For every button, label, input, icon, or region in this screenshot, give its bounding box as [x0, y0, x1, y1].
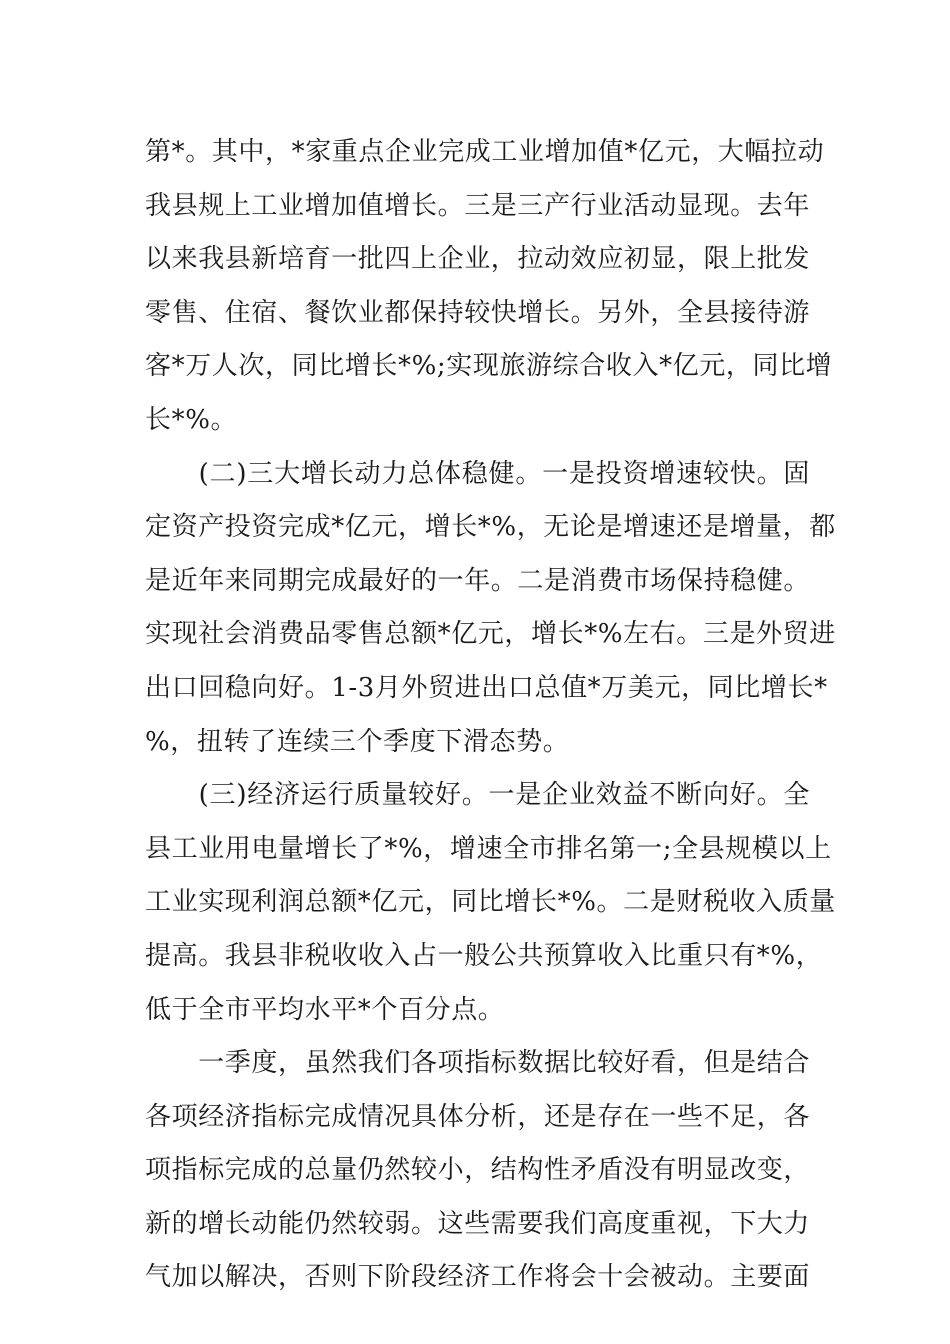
text-line: (三)经济运行质量较好。一是企业效益不断向好。全: [145, 780, 810, 811]
text-line: 提高。我县非税收收入占一般公共预算收入比重只有*%，: [145, 940, 823, 971]
text-line: 长*%。: [145, 404, 238, 435]
document-body: [145, 126, 836, 1305]
text-line: 实现社会消费品零售总额*亿元，增长*%左右。三是外贸进: [145, 619, 836, 650]
text-line: 县工业用电量增长了*%，增速全市排名第一;全县规模以上: [145, 833, 832, 864]
text-line: 客*万人次，同比增长*%;实现旅游综合收入*亿元，同比增: [145, 351, 833, 382]
text-line: 低于全市平均水平*个百分点。: [145, 994, 505, 1025]
text-line: 各项经济指标完成情况具体分析，还是存在一些不足，各: [145, 1101, 811, 1132]
text-line: 零售、住宿、餐饮业都保持较快增长。另外，全县接待游: [145, 297, 811, 328]
text-line: 出口回稳向好。1-3月外贸进出口总值*万美元，同比增长*: [145, 672, 828, 703]
text-line: 新的增长动能仍然较弱。这些需要我们高度重视，下大力: [145, 1208, 811, 1239]
paragraph-4: [145, 1037, 810, 1305]
text-line: 以来我县新培育一批四上企业，拉动效应初显，限上批发: [145, 244, 811, 275]
text-line: 第*。其中，*家重点企业完成工业增加值*亿元，大幅拉动: [145, 137, 825, 167]
text-line: 我县规上工业增加值增长。三是三产行业活动显现。去年: [145, 190, 811, 221]
text-line: %，扭转了连续三个季度下滑态势。: [145, 726, 570, 757]
paragraph-1: [145, 126, 833, 448]
text-line: 定资产投资完成*亿元，增长*%，无论是增速还是增量，都: [145, 512, 836, 543]
paragraph-2: [145, 448, 836, 770]
text-line: 气加以解决，否则下阶段经济工作将会十会被动。主要面: [145, 1262, 811, 1293]
text-line: (二)三大增长动力总体稳健。一是投资增速较快。固: [145, 458, 810, 489]
text-line: 一季度，虽然我们各项指标数据比较好看，但是结合: [145, 1048, 811, 1079]
text-line: 是近年来同期完成最好的一年。二是消费市场保持稳健。: [145, 565, 811, 596]
text-line: 工业实现利润总额*亿元，同比增长*%。二是财税收入质量: [145, 887, 836, 918]
text-line: 项指标完成的总量仍然较小，结构性矛盾没有明显改变，: [145, 1155, 811, 1186]
paragraph-3: [145, 769, 836, 1037]
